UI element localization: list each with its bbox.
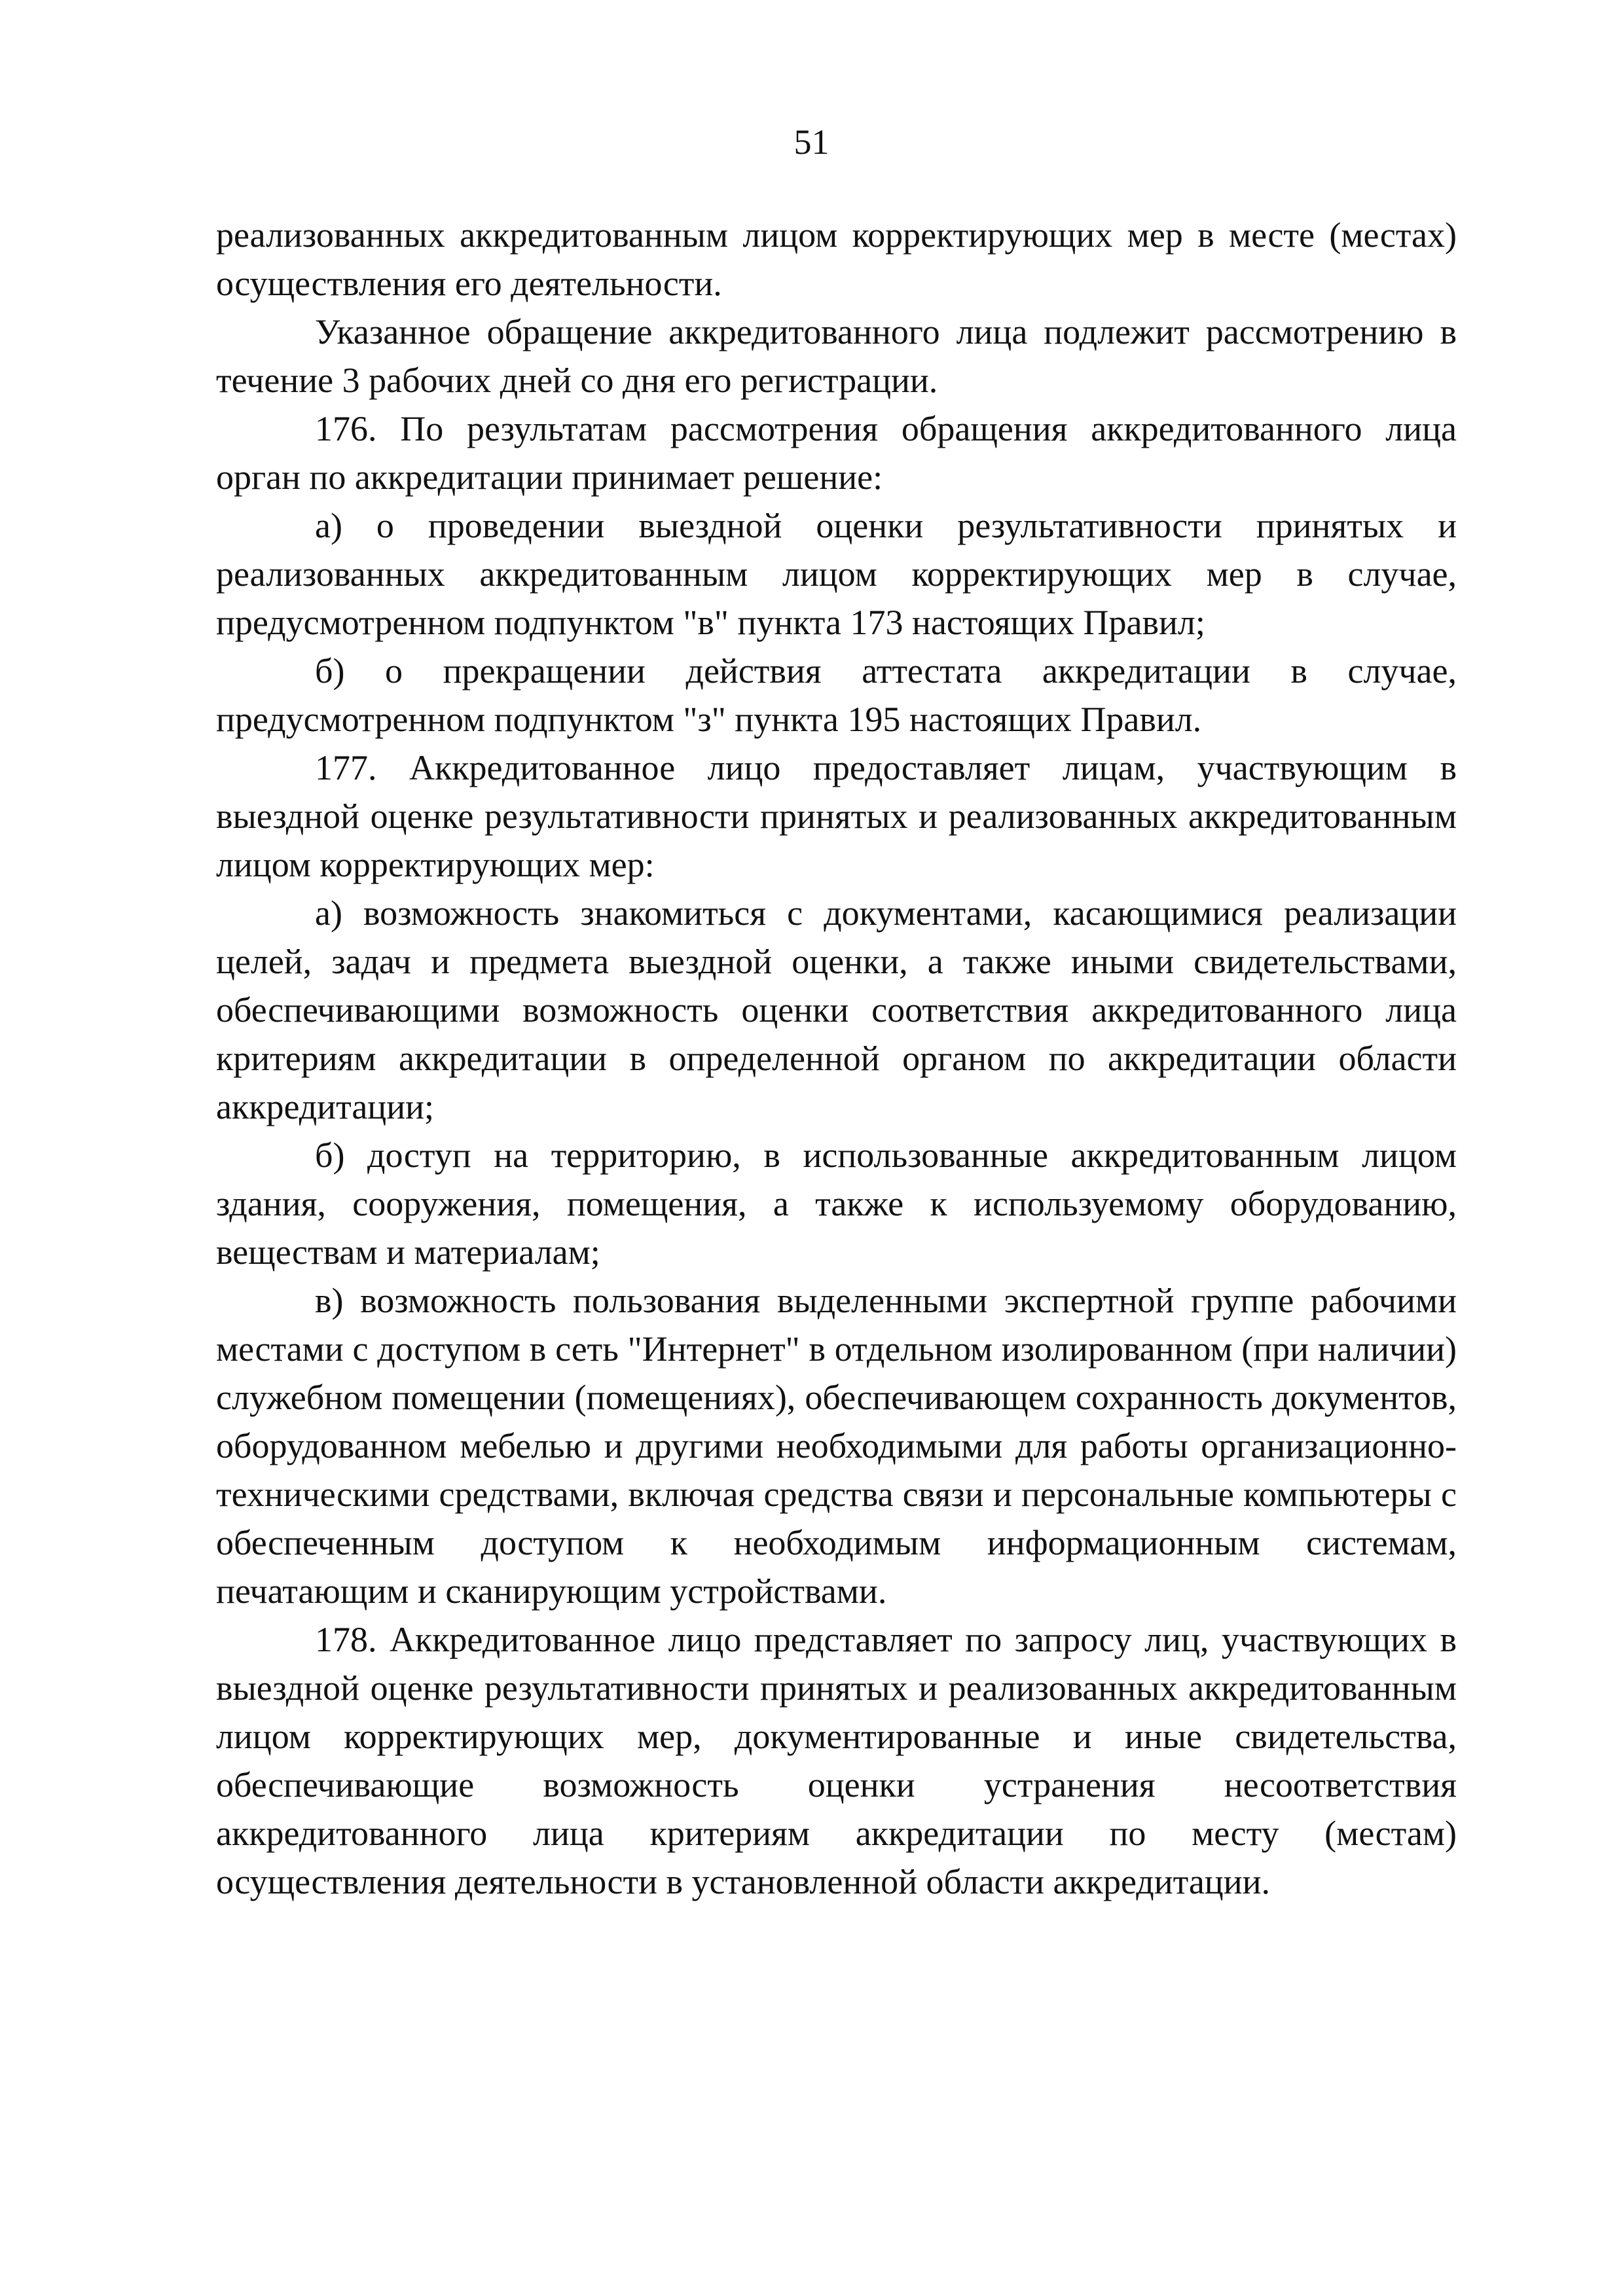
paragraph-176-a: а) о проведении выездной оценки результативности принятых и реализованных аккредитованным лицом корректирующих мер в случае, предусмотренном подпунктом "в" пункта 173 настоящих Правил; <box>216 506 1457 642</box>
paragraph-178: 178. Аккредитованное лицо представляет по запросу лиц, участвующих в выездной оценке результативности принятых и реализованных аккредитованным лицом корректирующих мер, документированные и иные свидетельства, обеспечивающие возможность оценки устранения несоответствия аккредитованного лица критериям аккредитации по месту (местам) осуществления деятельности в установленной области аккредитации. <box>216 1620 1457 1901</box>
paragraph-177: 177. Аккредитованное лицо предоставляет лицам, участвующим в выездной оценке результативности принятых и реализованных аккредитованным лицом корректирующих мер: <box>216 748 1457 884</box>
paragraph-continuation: реализованных аккредитованным лицом корректирующих мер в месте (местах) осуществления его деятельности. <box>216 215 1457 303</box>
paragraph-177-a: а) возможность знакомиться с документами, касающимися реализации целей, задач и предмета выездной оценки, а также иными свидетельствами, обеспечивающими возможность оценки соответствия аккредитованного лица критериям аккредитации в определенной органом по аккредитации области аккредитации; <box>216 893 1457 1126</box>
paragraph-176: 176. По результатам рассмотрения обращения аккредитованного лица орган по аккредитации принимает решение: <box>216 409 1457 497</box>
paragraph-177-b: б) доступ на территорию, в использованные аккредитованным лицом здания, сооружения, помещения, а также к используемому оборудованию, веществам и материалам; <box>216 1136 1457 1272</box>
paragraph-176-b: б) о прекращении действия аттестата аккредитации в случае, предусмотренном подпунктом "з" пункта 195 настоящих Правил. <box>216 651 1457 739</box>
paragraph-appeal-review: Указанное обращение аккредитованного лица подлежит рассмотрению в течение 3 рабочих дней со дня его регистрации. <box>216 312 1457 400</box>
paragraph-177-v: в) возможность пользования выделенными экспертной группе рабочими местами с доступом в сеть "Интернет" в отдельном изолированном (при наличии) служебном помещении (помещениях), обеспечивающем сохранность документов, оборудованном мебелью и другими необходимыми для работы организационно-техническими средствами, включая средства связи и персональные компьютеры с обеспеченным доступом к необходимым информационным системам, печатающим и сканирующим устройствами. <box>216 1281 1457 1611</box>
document-body <box>216 211 1457 1906</box>
page-number: 51 <box>793 122 830 162</box>
